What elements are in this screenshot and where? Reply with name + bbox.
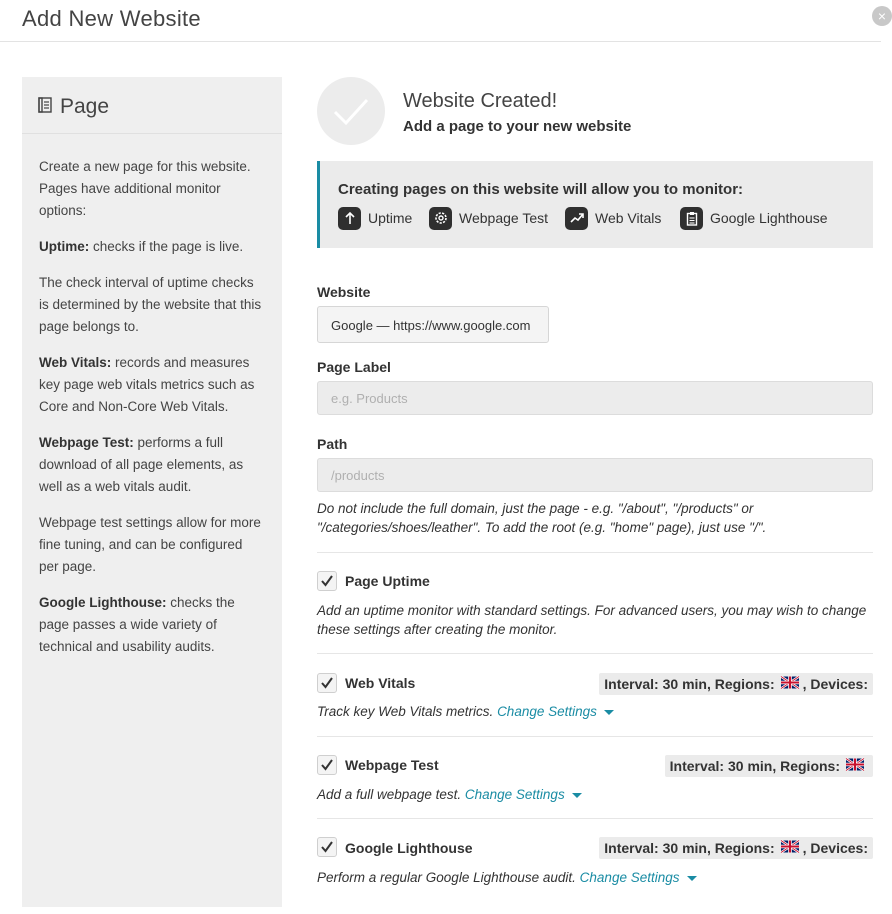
arrow-up-icon	[338, 207, 361, 230]
webpage-test-label: Webpage Test	[345, 757, 439, 773]
lighthouse-settings-badge	[599, 837, 873, 859]
success-title: Website Created!	[403, 90, 558, 112]
page-uptime-checkbox[interactable]	[317, 571, 337, 591]
description-text: Track key Web Vitals metrics.	[317, 704, 494, 719]
sidebar-item	[39, 272, 265, 338]
modal-header	[0, 0, 887, 42]
sidebar-item	[39, 352, 265, 418]
sidebar-item	[39, 592, 265, 658]
page-uptime-label: Page Uptime	[345, 573, 430, 589]
close-icon[interactable]: ×	[872, 6, 892, 26]
trend-icon	[565, 207, 588, 230]
gear-icon	[429, 207, 452, 230]
website-label: Website	[317, 284, 371, 300]
path-help-text: Do not include the full domain, just the page - e.g. "/about", "/products" or "/categories/shoes/leather". To add the root (e.g. "home" page), just use "/".	[317, 501, 767, 535]
sidebar-intro: Create a new page for this website. Pages have additional monitor options:	[39, 159, 251, 218]
web-vitals-description	[317, 702, 873, 721]
feature-lighthouse	[680, 206, 828, 230]
divider	[317, 653, 873, 654]
feature-label: Google Lighthouse	[710, 210, 828, 226]
sidebar-term: Webpage Test:	[39, 435, 134, 450]
sidebar-term: Uptime:	[39, 239, 90, 254]
web-vitals-checkbox[interactable]	[317, 673, 337, 693]
uk-flag-icon	[781, 840, 799, 856]
feature-label: Web Vitals	[595, 210, 662, 226]
lighthouse-label: Google Lighthouse	[345, 840, 473, 856]
sidebar-item	[39, 512, 265, 578]
sidebar-body	[22, 134, 282, 658]
divider	[317, 818, 873, 819]
checkmark-icon	[320, 574, 334, 588]
document-icon	[38, 97, 52, 118]
lighthouse-description	[317, 868, 873, 887]
sidebar-text: The check interval of uptime checks is determined by the website that this page belongs to.	[39, 275, 262, 334]
uk-flag-icon	[781, 676, 799, 692]
success-subtitle: Add a page to your new website	[403, 118, 632, 135]
web-vitals-label: Web Vitals	[345, 675, 416, 691]
webpage-test-description	[317, 785, 873, 804]
sidebar-title: Page	[60, 95, 110, 118]
feature-webpage-test	[429, 206, 548, 230]
sidebar-text: performs a full download of all page elements, as well as a web vitals audit.	[39, 435, 244, 494]
web-vitals-change-settings-link[interactable]: Change Settings	[497, 704, 597, 719]
path-input[interactable]	[317, 458, 873, 492]
feature-label: Uptime	[368, 210, 413, 226]
checkmark-icon	[320, 676, 334, 690]
lighthouse-checkbox[interactable]	[317, 837, 337, 857]
page-uptime-description: Add an uptime monitor with standard settings. For advanced users, you may wish to change these settings after creating the monitor.	[317, 603, 867, 637]
sidebar	[22, 77, 282, 907]
divider	[317, 552, 873, 553]
sidebar-item	[39, 236, 265, 258]
badge-text: , Devices:	[802, 840, 868, 856]
sidebar-term: Google Lighthouse:	[39, 595, 167, 610]
feature-uptime	[338, 206, 412, 230]
feature-web-vitals	[565, 206, 661, 230]
caret-down-icon[interactable]	[687, 876, 697, 881]
success-check-icon	[317, 77, 385, 145]
divider	[317, 736, 873, 737]
webpage-test-checkbox[interactable]	[317, 755, 337, 775]
webpage-test-change-settings-link[interactable]: Change Settings	[464, 787, 565, 802]
info-title: Creating pages on this website will allow you to monitor:	[338, 181, 744, 198]
badge-text: Interval: 30 min, Regions:	[669, 758, 840, 774]
page-label-input[interactable]	[317, 381, 873, 415]
sidebar-term: Web Vitals:	[39, 355, 112, 370]
description-text: Add a full webpage test.	[317, 787, 462, 802]
caret-down-icon[interactable]	[604, 710, 614, 715]
sidebar-text: checks if the page is live.	[89, 239, 244, 254]
sidebar-header	[22, 77, 282, 134]
path-label: Path	[317, 436, 348, 452]
sidebar-item	[39, 432, 265, 498]
webpage-test-settings-badge	[665, 755, 873, 777]
page-label-label: Page Label	[317, 359, 391, 375]
checkmark-icon	[320, 758, 334, 772]
sidebar-text: Webpage test settings allow for more fine tuning, and can be configured per page.	[39, 515, 261, 574]
sidebar-text: checks the page passes a wide variety of technical and usability audits.	[39, 595, 235, 654]
sidebar-text: records and measures key page web vitals metrics such as Core and Non-Core Web Vitals.	[39, 355, 255, 414]
caret-down-icon[interactable]	[572, 793, 582, 798]
clipboard-icon	[680, 207, 703, 230]
checkmark-icon	[320, 840, 334, 854]
badge-text: , Devices:	[802, 676, 868, 692]
badge-text: Interval: 30 min, Regions:	[604, 840, 775, 856]
badge-text: Interval: 30 min, Regions:	[604, 676, 775, 692]
uk-flag-icon	[846, 758, 864, 774]
website-select[interactable]: Google — https://www.google.com	[317, 306, 549, 343]
feature-label: Webpage Test	[459, 210, 548, 226]
modal-title: Add New Website	[22, 6, 201, 31]
lighthouse-change-settings-link[interactable]: Change Settings	[579, 870, 680, 885]
info-callout	[317, 161, 873, 248]
description-text: Perform a regular Google Lighthouse audit.	[317, 870, 576, 885]
web-vitals-settings-badge	[599, 673, 873, 695]
